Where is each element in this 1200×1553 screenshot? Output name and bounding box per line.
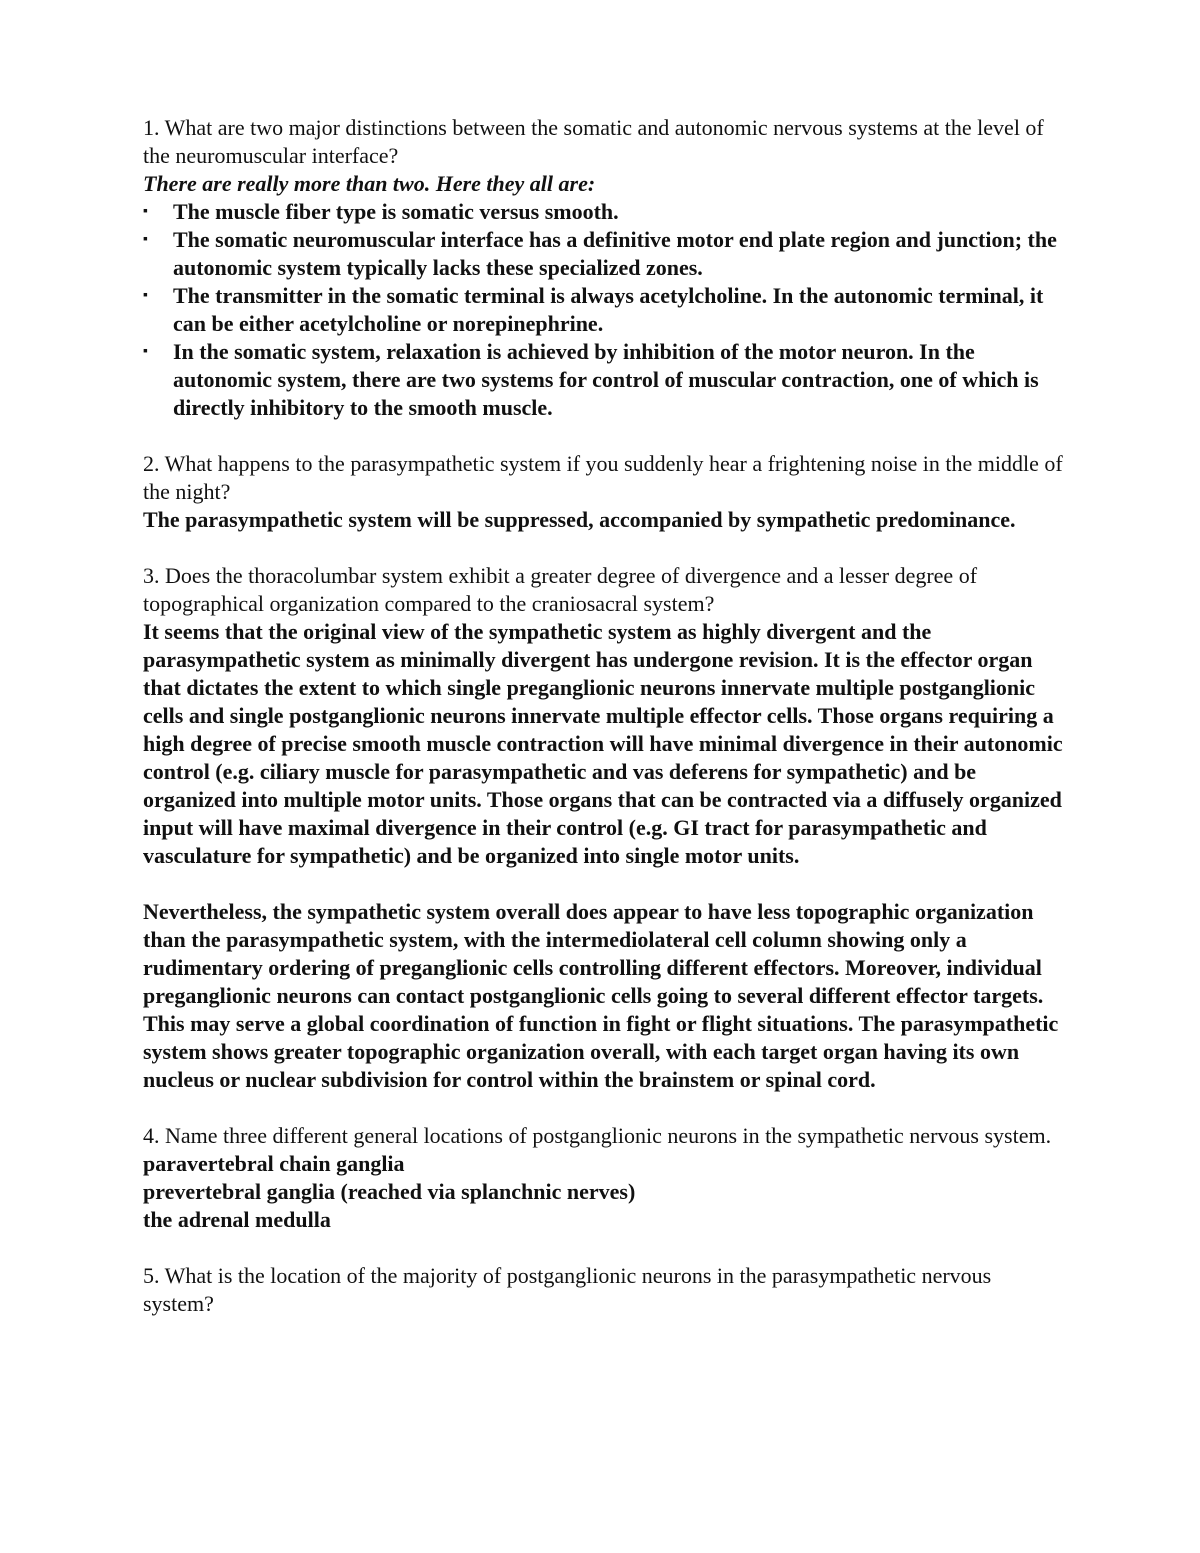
spacer (143, 534, 1063, 562)
answer-3-paragraph-1: It seems that the original view of the sympathetic system as highly divergent and the parasympathetic system as minimally divergent has undergone revision. It is the effector organ that dictates the extent to which single preganglionic neurons innervate multiple postganglionic cells and single postganglionic neurons innervate multiple effector cells. Those organs requiring a high degree of precise smooth muscle contraction will have minimal divergence in their autonomic control (e.g. ciliary muscle for parasympathetic and vas deferens for sympathetic) and be organized into multiple motor units. Those organs that can be contracted via a diffusely organized input will have maximal divergence in their control (e.g. GI tract for parasympathetic and vasculature for sympathetic) and be organized into single motor units. (143, 619, 1063, 868)
list-item (143, 226, 1063, 282)
list-item (143, 338, 1063, 422)
answer-4-line: prevertebral ganglia (reached via splanchnic nerves) (143, 1179, 636, 1204)
document-page (143, 114, 1063, 1318)
list-item (143, 282, 1063, 338)
answer-4-line: the adrenal medulla (143, 1207, 331, 1232)
list-item-text: The muscle fiber type is somatic versus smooth. (173, 199, 619, 224)
square-bullet-icon: ▪ (143, 344, 148, 359)
question-1: 1. What are two major distinctions between the somatic and autonomic nervous systems at the level of the neuromuscular interface? (143, 115, 1044, 168)
spacer (143, 1094, 1063, 1122)
square-bullet-icon: ▪ (143, 288, 148, 303)
square-bullet-icon: ▪ (143, 232, 148, 247)
list-item-text: The somatic neuromuscular interface has a definitive motor end plate region and junction; the autonomic system typically lacks these specialized zones. (173, 227, 1057, 280)
question-1-lead: There are really more than two. Here they all are: (143, 171, 596, 196)
question-5: 5. What is the location of the majority of postganglionic neurons in the parasympathetic nervous system? (143, 1263, 992, 1316)
question-4: 4. Name three different general locations of postganglionic neurons in the sympathetic nervous system. (143, 1123, 1052, 1148)
question-3: 3. Does the thoracolumbar system exhibit a greater degree of divergence and a lesser degree of topographical organization compared to the craniosacral system? (143, 563, 978, 616)
spacer (143, 870, 1063, 898)
spacer (143, 422, 1063, 450)
question-1-bullet-list (143, 198, 1063, 422)
answer-3-paragraph-2: Nevertheless, the sympathetic system overall does appear to have less topographic organization than the parasympathetic system, with the intermediolateral cell column showing only a rudimentary ordering of preganglionic cells controlling different effectors. Moreover, individual preganglionic neurons can contact postganglionic cells going to several different effector targets. This may serve a global coordination of function in fight or flight situations. The parasympathetic system shows greater topographic organization overall, with each target organ having its own nucleus or nuclear subdivision for control within the brainstem or spinal cord. (143, 899, 1059, 1092)
list-item (143, 198, 1063, 226)
spacer (143, 1234, 1063, 1262)
answer-2: The parasympathetic system will be suppressed, accompanied by sympathetic predominance. (143, 507, 1016, 532)
list-item-text: In the somatic system, relaxation is achieved by inhibition of the motor neuron. In the autonomic system, there are two systems for control of muscular contraction, one of which is directly inhibitory to the smooth muscle. (173, 339, 1039, 420)
square-bullet-icon: ▪ (143, 204, 148, 219)
list-item-text: The transmitter in the somatic terminal is always acetylcholine. In the autonomic terminal, it can be either acetylcholine or norepinephrine. (173, 283, 1044, 336)
question-2: 2. What happens to the parasympathetic system if you suddenly hear a frightening noise in the middle of the night? (143, 451, 1063, 504)
answer-4-line: paravertebral chain ganglia (143, 1151, 405, 1176)
